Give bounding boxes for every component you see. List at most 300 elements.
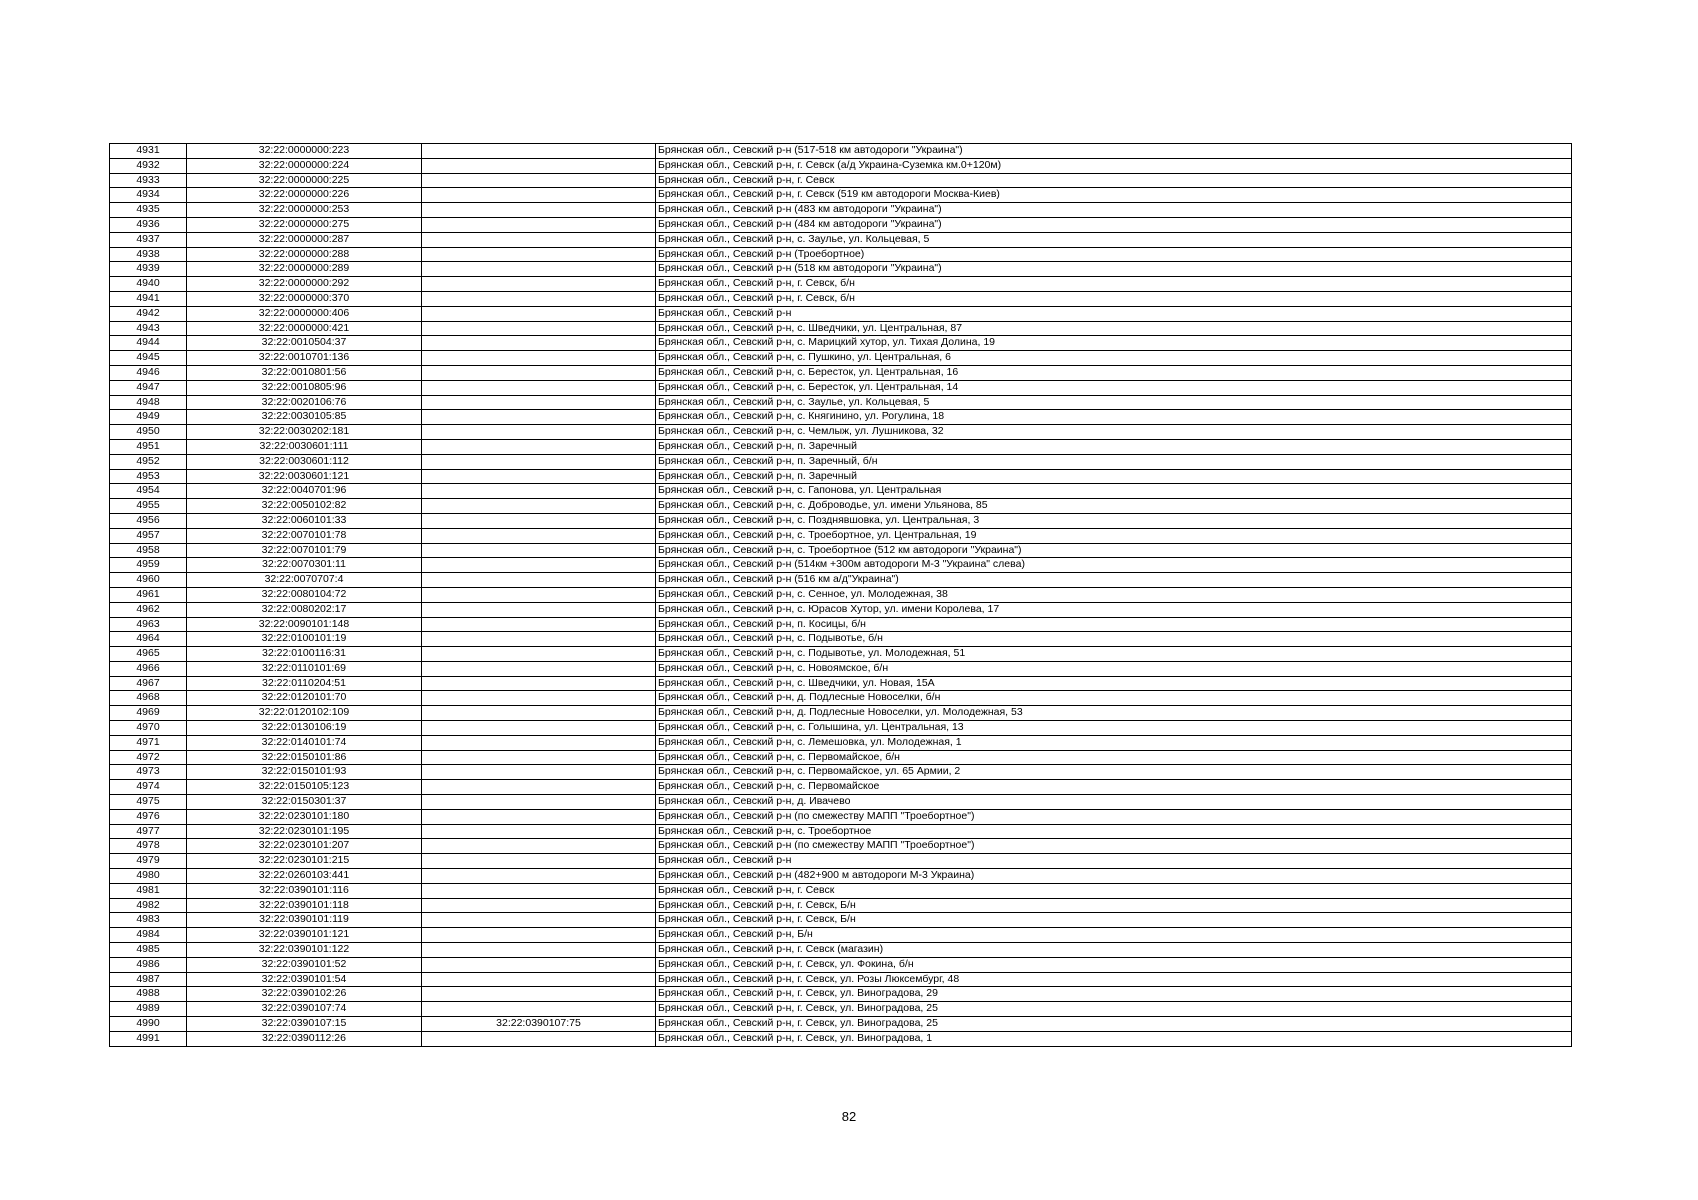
table-row xyxy=(110,528,1572,543)
row-number-cell: 4985 xyxy=(110,943,187,958)
previous-number-cell xyxy=(422,499,656,514)
table-row xyxy=(110,735,1572,750)
table-row xyxy=(110,587,1572,602)
address-cell: Брянская обл., Севский р-н, с. Гапонова, ул. Центральная xyxy=(656,484,1572,499)
previous-number-cell xyxy=(422,291,656,306)
row-number-cell: 4969 xyxy=(110,706,187,721)
previous-number-cell xyxy=(422,913,656,928)
row-number-cell: 4987 xyxy=(110,972,187,987)
cadastral-number-cell: 32:22:0390102:26 xyxy=(187,987,422,1002)
cadastral-number-cell: 32:22:0000000:406 xyxy=(187,306,422,321)
previous-number-cell xyxy=(422,410,656,425)
row-number-cell: 4957 xyxy=(110,528,187,543)
address-cell: Брянская обл., Севский р-н, с. Заулье, ул. Кольцевая, 5 xyxy=(656,232,1572,247)
cadastral-number-cell: 32:22:0040701:96 xyxy=(187,484,422,499)
row-number-cell: 4942 xyxy=(110,306,187,321)
address-cell: Брянская обл., Севский р-н xyxy=(656,854,1572,869)
table-row xyxy=(110,750,1572,765)
cadastral-number-cell: 32:22:0230101:207 xyxy=(187,839,422,854)
previous-number-cell xyxy=(422,351,656,366)
previous-number-cell xyxy=(422,617,656,632)
row-number-cell: 4934 xyxy=(110,188,187,203)
cadastral-number-cell: 32:22:0030601:111 xyxy=(187,439,422,454)
cadastral-number-cell: 32:22:0390112:26 xyxy=(187,1031,422,1046)
address-cell: Брянская обл., Севский р-н, с. Шведчики, ул. Центральная, 87 xyxy=(656,321,1572,336)
address-cell: Брянская обл., Севский р-н, с. Доброводье, ул. имени Ульянова, 85 xyxy=(656,499,1572,514)
table-row xyxy=(110,721,1572,736)
cadastral-number-cell: 32:22:0070707:4 xyxy=(187,573,422,588)
cadastral-number-cell: 32:22:0000000:225 xyxy=(187,173,422,188)
table-row xyxy=(110,1002,1572,1017)
row-number-cell: 4981 xyxy=(110,883,187,898)
row-number-cell: 4950 xyxy=(110,425,187,440)
cadastral-number-cell: 32:22:0020106:76 xyxy=(187,395,422,410)
address-cell: Брянская обл., Севский р-н, с. Троебортное (512 км автодороги "Украина") xyxy=(656,543,1572,558)
cadastral-number-cell: 32:22:0100116:31 xyxy=(187,647,422,662)
table-row xyxy=(110,647,1572,662)
address-cell: Брянская обл., Севский р-н (по смежеству МАПП "Троебортное") xyxy=(656,839,1572,854)
previous-number-cell xyxy=(422,735,656,750)
cadastral-number-cell: 32:22:0010805:96 xyxy=(187,380,422,395)
row-number-cell: 4967 xyxy=(110,676,187,691)
previous-number-cell xyxy=(422,1031,656,1046)
table-row xyxy=(110,203,1572,218)
row-number-cell: 4948 xyxy=(110,395,187,410)
table-row xyxy=(110,247,1572,262)
address-cell: Брянская обл., Севский р-н, с. Марицкий хутор, ул. Тихая Долина, 19 xyxy=(656,336,1572,351)
address-cell: Брянская обл., Севский р-н, п. Заречный xyxy=(656,439,1572,454)
table-row xyxy=(110,824,1572,839)
address-cell: Брянская обл., Севский р-н, с. Бересток, ул. Центральная, 14 xyxy=(656,380,1572,395)
previous-number-cell xyxy=(422,987,656,1002)
previous-number-cell xyxy=(422,558,656,573)
table-row xyxy=(110,1031,1572,1046)
address-cell: Брянская обл., Севский р-н, с. Юрасов Хутор, ул. имени Королева, 17 xyxy=(656,602,1572,617)
previous-number-cell xyxy=(422,765,656,780)
previous-number-cell xyxy=(422,336,656,351)
row-number-cell: 4966 xyxy=(110,661,187,676)
row-number-cell: 4944 xyxy=(110,336,187,351)
row-number-cell: 4940 xyxy=(110,277,187,292)
previous-number-cell xyxy=(422,277,656,292)
address-cell: Брянская обл., Севский р-н, д. Подлесные Новоселки, ул. Молодежная, 53 xyxy=(656,706,1572,721)
previous-number-cell xyxy=(422,380,656,395)
table-row xyxy=(110,602,1572,617)
table-row xyxy=(110,395,1572,410)
row-number-cell: 4936 xyxy=(110,217,187,232)
cadastral-number-cell: 32:22:0390101:119 xyxy=(187,913,422,928)
table-row xyxy=(110,321,1572,336)
row-number-cell: 4977 xyxy=(110,824,187,839)
previous-number-cell xyxy=(422,484,656,499)
table-row xyxy=(110,217,1572,232)
address-cell: Брянская обл., Севский р-н, с. Лемешовка, ул. Молодежная, 1 xyxy=(656,735,1572,750)
row-number-cell: 4970 xyxy=(110,721,187,736)
address-cell: Брянская обл., Севский р-н, с. Троебортное xyxy=(656,824,1572,839)
cadastral-number-cell: 32:22:0150301:37 xyxy=(187,795,422,810)
cadastral-number-cell: 32:22:0130106:19 xyxy=(187,721,422,736)
row-number-cell: 4932 xyxy=(110,158,187,173)
previous-number-cell xyxy=(422,144,656,159)
previous-number-cell xyxy=(422,661,656,676)
table-row xyxy=(110,854,1572,869)
previous-number-cell xyxy=(422,780,656,795)
previous-number-cell xyxy=(422,469,656,484)
address-cell: Брянская обл., Севский р-н, п. Косицы, б/н xyxy=(656,617,1572,632)
cadastral-number-cell: 32:22:0390101:118 xyxy=(187,898,422,913)
table-row xyxy=(110,469,1572,484)
table-row xyxy=(110,306,1572,321)
address-cell: Брянская обл., Севский р-н (518 км автодороги "Украина") xyxy=(656,262,1572,277)
address-cell: Брянская обл., Севский р-н, г. Севск, ул. Фокина, б/н xyxy=(656,957,1572,972)
cadastral-number-cell: 32:22:0120101:70 xyxy=(187,691,422,706)
table-row xyxy=(110,943,1572,958)
previous-number-cell xyxy=(422,306,656,321)
row-number-cell: 4952 xyxy=(110,454,187,469)
address-cell: Брянская обл., Севский р-н (517-518 км автодороги "Украина") xyxy=(656,144,1572,159)
previous-number-cell xyxy=(422,262,656,277)
previous-number-cell xyxy=(422,173,656,188)
previous-number-cell xyxy=(422,395,656,410)
address-cell: Брянская обл., Севский р-н, с. Первомайское xyxy=(656,780,1572,795)
previous-number-cell xyxy=(422,587,656,602)
table-row xyxy=(110,573,1572,588)
table-row xyxy=(110,765,1572,780)
previous-number-cell xyxy=(422,188,656,203)
row-number-cell: 4960 xyxy=(110,573,187,588)
previous-number-cell xyxy=(422,721,656,736)
previous-number-cell xyxy=(422,543,656,558)
row-number-cell: 4983 xyxy=(110,913,187,928)
row-number-cell: 4991 xyxy=(110,1031,187,1046)
row-number-cell: 4986 xyxy=(110,957,187,972)
cadastral-number-cell: 32:22:0150101:93 xyxy=(187,765,422,780)
table-row xyxy=(110,144,1572,159)
row-number-cell: 4954 xyxy=(110,484,187,499)
address-cell: Брянская обл., Севский р-н, с. Голышина, ул. Центральная, 13 xyxy=(656,721,1572,736)
cadastral-number-cell: 32:22:0120102:109 xyxy=(187,706,422,721)
row-number-cell: 4938 xyxy=(110,247,187,262)
address-cell: Брянская обл., Севский р-н, с. Первомайское, б/н xyxy=(656,750,1572,765)
previous-number-cell xyxy=(422,439,656,454)
previous-number-cell xyxy=(422,321,656,336)
previous-number-cell xyxy=(422,217,656,232)
table-row xyxy=(110,277,1572,292)
page-number: 82 xyxy=(841,1109,857,1124)
previous-number-cell xyxy=(422,513,656,528)
cadastral-number-cell: 32:22:0390101:121 xyxy=(187,928,422,943)
address-cell: Брянская обл., Севский р-н (по смежеству МАПП "Троебортное") xyxy=(656,809,1572,824)
address-cell: Брянская обл., Севский р-н, д. Ивачево xyxy=(656,795,1572,810)
table-row xyxy=(110,380,1572,395)
address-cell: Брянская обл., Севский р-н, с. Первомайское, ул. 65 Армии, 2 xyxy=(656,765,1572,780)
table-row xyxy=(110,809,1572,824)
previous-number-cell xyxy=(422,632,656,647)
row-number-cell: 4951 xyxy=(110,439,187,454)
cadastral-number-cell: 32:22:0390107:15 xyxy=(187,1017,422,1032)
cadastral-number-cell: 32:22:0010701:136 xyxy=(187,351,422,366)
address-cell: Брянская обл., Севский р-н, с. Княгинино, ул. Рогулина, 18 xyxy=(656,410,1572,425)
cadastral-number-cell: 32:22:0070101:79 xyxy=(187,543,422,558)
address-cell: Брянская обл., Севский р-н, г. Севск, ул. Виноградова, 29 xyxy=(656,987,1572,1002)
table-row xyxy=(110,898,1572,913)
cadastral-number-cell: 32:22:0000000:289 xyxy=(187,262,422,277)
table-row xyxy=(110,1017,1572,1032)
row-number-cell: 4984 xyxy=(110,928,187,943)
table-row xyxy=(110,410,1572,425)
cadastral-number-cell: 32:22:0080202:17 xyxy=(187,602,422,617)
address-cell: Брянская обл., Севский р-н, с. Новоямское, б/н xyxy=(656,661,1572,676)
row-number-cell: 4943 xyxy=(110,321,187,336)
cadastral-number-cell: 32:22:0150101:86 xyxy=(187,750,422,765)
previous-number-cell xyxy=(422,824,656,839)
address-cell: Брянская обл., Севский р-н, г. Севск, Б/н xyxy=(656,913,1572,928)
previous-number-cell xyxy=(422,809,656,824)
address-cell: Брянская обл., Севский р-н, с. Подывотье, ул. Молодежная, 51 xyxy=(656,647,1572,662)
row-number-cell: 4947 xyxy=(110,380,187,395)
table-row xyxy=(110,173,1572,188)
cadastral-number-cell: 32:22:0230101:180 xyxy=(187,809,422,824)
previous-number-cell: 32:22:0390107:75 xyxy=(422,1017,656,1032)
table-row xyxy=(110,454,1572,469)
table-row xyxy=(110,188,1572,203)
table-row xyxy=(110,365,1572,380)
address-cell: Брянская обл., Севский р-н (514км +300м автодороги М-3 "Украина" слева) xyxy=(656,558,1572,573)
previous-number-cell xyxy=(422,883,656,898)
previous-number-cell xyxy=(422,854,656,869)
previous-number-cell xyxy=(422,839,656,854)
address-cell: Брянская обл., Севский р-н, с. Подывотье, б/н xyxy=(656,632,1572,647)
cadastral-number-cell: 32:22:0090101:148 xyxy=(187,617,422,632)
previous-number-cell xyxy=(422,232,656,247)
row-number-cell: 4975 xyxy=(110,795,187,810)
previous-number-cell xyxy=(422,573,656,588)
address-cell: Брянская обл., Севский р-н, с. Сенное, ул. Молодежная, 38 xyxy=(656,587,1572,602)
cadastral-number-cell: 32:22:0390101:54 xyxy=(187,972,422,987)
table-row xyxy=(110,706,1572,721)
cadastral-number-cell: 32:22:0080104:72 xyxy=(187,587,422,602)
table-row xyxy=(110,425,1572,440)
address-cell: Брянская обл., Севский р-н, Б/н xyxy=(656,928,1572,943)
cadastral-number-cell: 32:22:0000000:287 xyxy=(187,232,422,247)
cadastral-number-cell: 32:22:0070101:78 xyxy=(187,528,422,543)
table-row xyxy=(110,262,1572,277)
cadastral-number-cell: 32:22:0000000:370 xyxy=(187,291,422,306)
row-number-cell: 4956 xyxy=(110,513,187,528)
row-number-cell: 4961 xyxy=(110,587,187,602)
row-number-cell: 4933 xyxy=(110,173,187,188)
row-number-cell: 4962 xyxy=(110,602,187,617)
row-number-cell: 4931 xyxy=(110,144,187,159)
cadastral-number-cell: 32:22:0110101:69 xyxy=(187,661,422,676)
previous-number-cell xyxy=(422,602,656,617)
address-cell: Брянская обл., Севский р-н, п. Заречный xyxy=(656,469,1572,484)
table-row xyxy=(110,336,1572,351)
cadastral-number-cell: 32:22:0000000:224 xyxy=(187,158,422,173)
cadastral-number-cell: 32:22:0140101:74 xyxy=(187,735,422,750)
table-row xyxy=(110,883,1572,898)
cadastral-number-cell: 32:22:0000000:275 xyxy=(187,217,422,232)
table-row xyxy=(110,158,1572,173)
row-number-cell: 4949 xyxy=(110,410,187,425)
address-cell: Брянская обл., Севский р-н (516 км а/д"Украина") xyxy=(656,573,1572,588)
registry-table xyxy=(109,143,1572,1047)
row-number-cell: 4971 xyxy=(110,735,187,750)
address-cell: Брянская обл., Севский р-н, г. Севск xyxy=(656,173,1572,188)
row-number-cell: 4988 xyxy=(110,987,187,1002)
cadastral-number-cell: 32:22:0050102:82 xyxy=(187,499,422,514)
table-row xyxy=(110,499,1572,514)
table-row xyxy=(110,439,1572,454)
cadastral-number-cell: 32:22:0230101:195 xyxy=(187,824,422,839)
table-row xyxy=(110,484,1572,499)
table-row xyxy=(110,558,1572,573)
row-number-cell: 4973 xyxy=(110,765,187,780)
table-row xyxy=(110,661,1572,676)
row-number-cell: 4974 xyxy=(110,780,187,795)
row-number-cell: 4972 xyxy=(110,750,187,765)
table-row xyxy=(110,839,1572,854)
row-number-cell: 4946 xyxy=(110,365,187,380)
previous-number-cell xyxy=(422,943,656,958)
cadastral-number-cell: 32:22:0150105:123 xyxy=(187,780,422,795)
address-cell: Брянская обл., Севский р-н, г. Севск, б/н xyxy=(656,277,1572,292)
address-cell: Брянская обл., Севский р-н, с. Пушкино, ул. Центральная, 6 xyxy=(656,351,1572,366)
table-row xyxy=(110,795,1572,810)
address-cell: Брянская обл., Севский р-н (Троебортное) xyxy=(656,247,1572,262)
cadastral-number-cell: 32:22:0000000:292 xyxy=(187,277,422,292)
table-row xyxy=(110,291,1572,306)
previous-number-cell xyxy=(422,1002,656,1017)
table-row xyxy=(110,869,1572,884)
cadastral-number-cell: 32:22:0260103:441 xyxy=(187,869,422,884)
cadastral-number-cell: 32:22:0000000:226 xyxy=(187,188,422,203)
previous-number-cell xyxy=(422,898,656,913)
previous-number-cell xyxy=(422,203,656,218)
row-number-cell: 4978 xyxy=(110,839,187,854)
cadastral-number-cell: 32:22:0000000:288 xyxy=(187,247,422,262)
row-number-cell: 4965 xyxy=(110,647,187,662)
previous-number-cell xyxy=(422,247,656,262)
row-number-cell: 4959 xyxy=(110,558,187,573)
cadastral-number-cell: 32:22:0100101:19 xyxy=(187,632,422,647)
address-cell: Брянская обл., Севский р-н, с. Троебортное, ул. Центральная, 19 xyxy=(656,528,1572,543)
table-row xyxy=(110,513,1572,528)
table-row xyxy=(110,691,1572,706)
row-number-cell: 4941 xyxy=(110,291,187,306)
previous-number-cell xyxy=(422,795,656,810)
cadastral-number-cell: 32:22:0010801:56 xyxy=(187,365,422,380)
address-cell: Брянская обл., Севский р-н, г. Севск xyxy=(656,883,1572,898)
row-number-cell: 4953 xyxy=(110,469,187,484)
previous-number-cell xyxy=(422,691,656,706)
row-number-cell: 4939 xyxy=(110,262,187,277)
row-number-cell: 4976 xyxy=(110,809,187,824)
registry-rows xyxy=(110,144,1572,1047)
cadastral-number-cell: 32:22:0030202:181 xyxy=(187,425,422,440)
row-number-cell: 4979 xyxy=(110,854,187,869)
address-cell: Брянская обл., Севский р-н, г. Севск, ул. Розы Люксембург, 48 xyxy=(656,972,1572,987)
address-cell: Брянская обл., Севский р-н, г. Севск (магазин) xyxy=(656,943,1572,958)
address-cell: Брянская обл., Севский р-н, п. Заречный, б/н xyxy=(656,454,1572,469)
cadastral-number-cell: 32:22:0390101:52 xyxy=(187,957,422,972)
row-number-cell: 4968 xyxy=(110,691,187,706)
cadastral-number-cell: 32:22:0110204:51 xyxy=(187,676,422,691)
address-cell: Брянская обл., Севский р-н, с. Бересток, ул. Центральная, 16 xyxy=(656,365,1572,380)
previous-number-cell xyxy=(422,750,656,765)
row-number-cell: 4958 xyxy=(110,543,187,558)
table-row xyxy=(110,987,1572,1002)
address-cell: Брянская обл., Севский р-н, г. Севск, ул. Виноградова, 1 xyxy=(656,1031,1572,1046)
table-row xyxy=(110,928,1572,943)
previous-number-cell xyxy=(422,869,656,884)
row-number-cell: 4955 xyxy=(110,499,187,514)
cadastral-number-cell: 32:22:0000000:421 xyxy=(187,321,422,336)
row-number-cell: 4945 xyxy=(110,351,187,366)
table-row xyxy=(110,632,1572,647)
previous-number-cell xyxy=(422,528,656,543)
address-cell: Брянская обл., Севский р-н, г. Севск, ул. Виноградова, 25 xyxy=(656,1017,1572,1032)
cadastral-number-cell: 32:22:0000000:253 xyxy=(187,203,422,218)
address-cell: Брянская обл., Севский р-н xyxy=(656,306,1572,321)
address-cell: Брянская обл., Севский р-н, с. Позднявшовка, ул. Центральная, 3 xyxy=(656,513,1572,528)
previous-number-cell xyxy=(422,158,656,173)
row-number-cell: 4982 xyxy=(110,898,187,913)
cadastral-number-cell: 32:22:0390101:116 xyxy=(187,883,422,898)
cadastral-number-cell: 32:22:0000000:223 xyxy=(187,144,422,159)
row-number-cell: 4935 xyxy=(110,203,187,218)
previous-number-cell xyxy=(422,425,656,440)
cadastral-number-cell: 32:22:0030601:112 xyxy=(187,454,422,469)
address-cell: Брянская обл., Севский р-н (483 км автодороги "Украина") xyxy=(656,203,1572,218)
cadastral-number-cell: 32:22:0030105:85 xyxy=(187,410,422,425)
address-cell: Брянская обл., Севский р-н, г. Севск, Б/н xyxy=(656,898,1572,913)
row-number-cell: 4989 xyxy=(110,1002,187,1017)
previous-number-cell xyxy=(422,957,656,972)
address-cell: Брянская обл., Севский р-н (482+900 м автодороги М-3 Украина) xyxy=(656,869,1572,884)
cadastral-number-cell: 32:22:0030601:121 xyxy=(187,469,422,484)
row-number-cell: 4990 xyxy=(110,1017,187,1032)
row-number-cell: 4980 xyxy=(110,869,187,884)
previous-number-cell xyxy=(422,365,656,380)
address-cell: Брянская обл., Севский р-н, с. Шведчики, ул. Новая, 15А xyxy=(656,676,1572,691)
table-row xyxy=(110,913,1572,928)
previous-number-cell xyxy=(422,647,656,662)
address-cell: Брянская обл., Севский р-н, г. Севск (519 км автодороги Москва-Киев) xyxy=(656,188,1572,203)
address-cell: Брянская обл., Севский р-н, г. Севск, б/н xyxy=(656,291,1572,306)
address-cell: Брянская обл., Севский р-н (484 км автодороги "Украина") xyxy=(656,217,1572,232)
cadastral-number-cell: 32:22:0230101:215 xyxy=(187,854,422,869)
table-row xyxy=(110,957,1572,972)
address-cell: Брянская обл., Севский р-н, г. Севск (а/д Украина-Суземка км.0+120м) xyxy=(656,158,1572,173)
table-row xyxy=(110,543,1572,558)
table-row xyxy=(110,617,1572,632)
row-number-cell: 4937 xyxy=(110,232,187,247)
cadastral-number-cell: 32:22:0070301:11 xyxy=(187,558,422,573)
address-cell: Брянская обл., Севский р-н, д. Подлесные Новоселки, б/н xyxy=(656,691,1572,706)
table-row xyxy=(110,780,1572,795)
previous-number-cell xyxy=(422,676,656,691)
table-row xyxy=(110,972,1572,987)
cadastral-number-cell: 32:22:0390101:122 xyxy=(187,943,422,958)
cadastral-number-cell: 32:22:0010504:37 xyxy=(187,336,422,351)
address-cell: Брянская обл., Севский р-н, г. Севск, ул. Виноградова, 25 xyxy=(656,1002,1572,1017)
table-row xyxy=(110,351,1572,366)
row-number-cell: 4963 xyxy=(110,617,187,632)
previous-number-cell xyxy=(422,454,656,469)
table-row xyxy=(110,676,1572,691)
address-cell: Брянская обл., Севский р-н, с. Заулье, ул. Кольцевая, 5 xyxy=(656,395,1572,410)
